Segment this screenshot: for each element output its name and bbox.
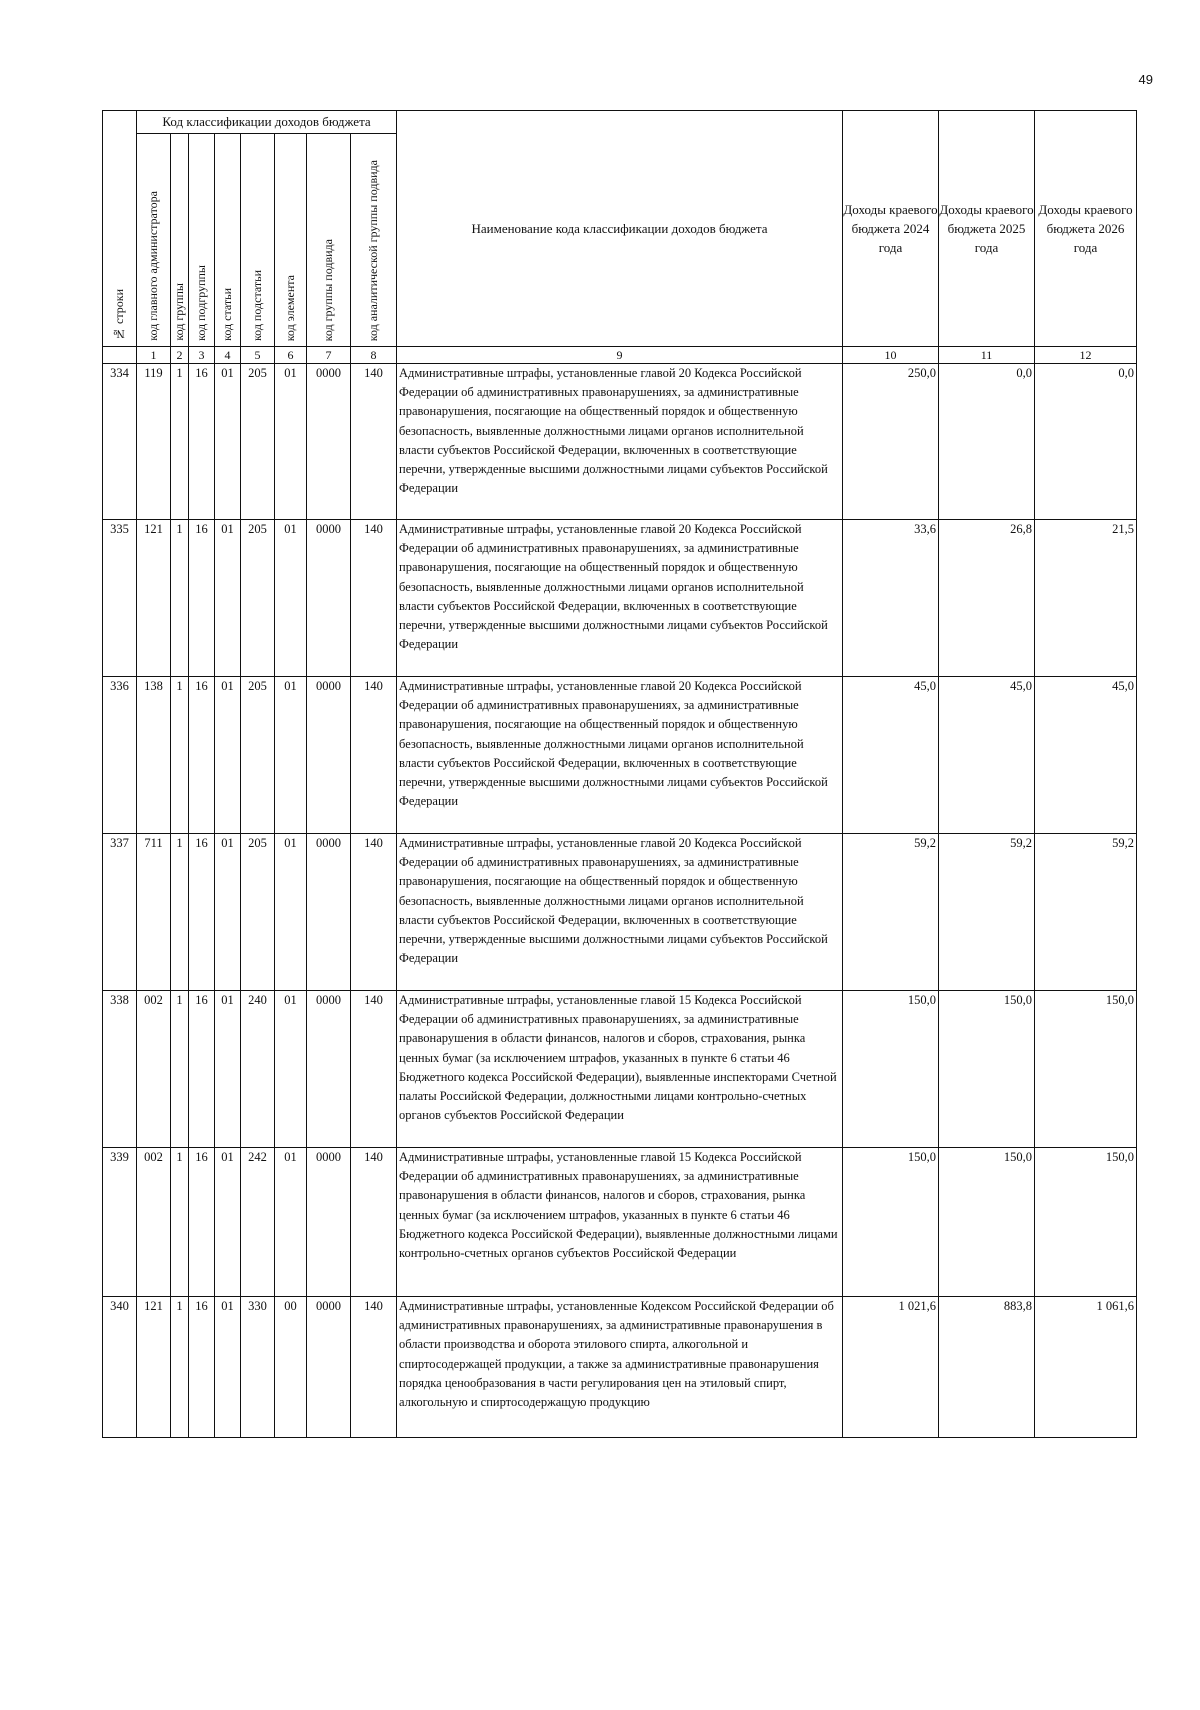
column-number [103,347,137,364]
page-number: 49 [1138,72,1153,87]
income-2024-cell: 59,2 [843,834,939,991]
subarticle-code-cell: 242 [241,1148,275,1297]
subarticle-code-cell: 205 [241,834,275,991]
header-income-2026: Доходы краевого бюджета 2026 года [1035,111,1137,347]
row-number-cell: 339 [103,1148,137,1297]
row-number-cell: 335 [103,520,137,677]
row-number-cell: 336 [103,677,137,834]
subtype-group-code-cell: 0000 [307,677,351,834]
header-income-2025: Доходы краевого бюджета 2025 года [939,111,1035,347]
income-2026-cell: 1 061,6 [1035,1297,1137,1438]
subtype-group-code-cell: 0000 [307,834,351,991]
income-2025-cell: 26,8 [939,520,1035,677]
article-code-cell: 01 [215,364,241,520]
admin-code-cell: 138 [137,677,171,834]
income-2024-cell: 33,6 [843,520,939,677]
table-row [103,677,1137,834]
subgroup-code-cell: 16 [189,364,215,520]
analytic-group-code-cell: 140 [351,677,397,834]
income-2026-cell: 150,0 [1035,1148,1137,1297]
header-analytic-group-code: код аналитической группы подвида [351,134,397,347]
group-code-cell: 1 [171,520,189,677]
revenue-name-cell: Административные штрафы, установленные главой 20 Кодекса Российской Федерации об административных правонарушениях, за административные правонарушения, посягающие на общественный порядок и общественную безопасность, выявленные должностными лицами органов исполнительной власти субъектов Российской Федерации, включенных в соответствующие перечни, утвержденные высшими должностными лицами субъектов Российской Федерации [397,834,843,991]
admin-code-cell: 119 [137,364,171,520]
header-name-column: Наименование кода классификации доходов бюджета [397,111,843,347]
subarticle-code-cell: 205 [241,677,275,834]
element-code-cell: 01 [275,1148,307,1297]
budget-revenue-table [102,110,1137,1438]
income-2024-cell: 1 021,6 [843,1297,939,1438]
revenue-name-cell: Административные штрафы, установленные главой 15 Кодекса Российской Федерации об административных правонарушениях, за административные правонарушения в области финансов, налогов и сборов, страхования, рынка ценных бумаг (за исключением штрафов, указанных в пункте 6 статьи 46 Бюджетного кодекса Российской Федерации), выявленные инспекторами Счетной палаты Российской Федерации, должностными лицами контрольно-счетных органов субъектов Российской Федерации [397,991,843,1148]
subarticle-code-cell: 240 [241,991,275,1148]
subtype-group-code-cell: 0000 [307,1297,351,1438]
column-number: 2 [171,347,189,364]
revenue-name-cell: Административные штрафы, установленные главой 15 Кодекса Российской Федерации об административных правонарушениях, за административные правонарушения в области финансов, налогов и сборов, страхования, рынка ценных бумаг (за исключением штрафов, указанных в пункте 6 статьи 46 Бюджетного кодекса Российской Федерации), выявленные должностными лицами контрольно-счетных органов субъектов Российской Федерации [397,1148,843,1297]
analytic-group-code-cell: 140 [351,1148,397,1297]
header-row-number [103,111,137,347]
analytic-group-code-cell: 140 [351,1297,397,1438]
group-code-cell: 1 [171,1148,189,1297]
header-income-2024: Доходы краевого бюджета 2024 года [843,111,939,347]
income-2024-cell: 45,0 [843,677,939,834]
income-2025-cell: 150,0 [939,991,1035,1148]
subgroup-code-cell: 16 [189,834,215,991]
table-row [103,364,1137,520]
element-code-cell: 01 [275,677,307,834]
revenue-name-cell: Административные штрафы, установленные главой 20 Кодекса Российской Федерации об административных правонарушениях, за административные правонарушения, посягающие на общественный порядок и общественную безопасность, выявленные должностными лицами органов исполнительной власти субъектов Российской Федерации, включенных в соответствующие перечни, утвержденные высшими должностными лицами субъектов Российской Федерации [397,677,843,834]
element-code-cell: 01 [275,520,307,677]
subtype-group-code-cell: 0000 [307,364,351,520]
header-row-number-label: № строки [112,289,126,341]
income-2025-cell: 59,2 [939,834,1035,991]
table-row [103,1148,1137,1297]
income-2024-cell: 150,0 [843,1148,939,1297]
column-number: 5 [241,347,275,364]
column-number: 11 [939,347,1035,364]
element-code-cell: 01 [275,991,307,1148]
header-subarticle-code: код подстатьи [241,134,275,347]
header-group-code: код группы [171,134,189,347]
subtype-group-code-cell: 0000 [307,520,351,677]
header-subgroup-code: код подгруппы [189,134,215,347]
subarticle-code-cell: 205 [241,520,275,677]
column-number: 10 [843,347,939,364]
admin-code-cell: 711 [137,834,171,991]
header-subtype-group-code: код группы подвида [307,134,351,347]
article-code-cell: 01 [215,834,241,991]
column-number: 6 [275,347,307,364]
article-code-cell: 01 [215,1297,241,1438]
element-code-cell: 01 [275,834,307,991]
table-row [103,834,1137,991]
header-code-group: Код классификации доходов бюджета [137,111,397,134]
income-2026-cell: 45,0 [1035,677,1137,834]
header-admin-code: код главного администратора [137,134,171,347]
analytic-group-code-cell: 140 [351,991,397,1148]
group-code-cell: 1 [171,834,189,991]
subgroup-code-cell: 16 [189,520,215,677]
income-2026-cell: 59,2 [1035,834,1137,991]
column-number: 4 [215,347,241,364]
element-code-cell: 00 [275,1297,307,1438]
income-2025-cell: 150,0 [939,1148,1035,1297]
subgroup-code-cell: 16 [189,677,215,834]
column-number: 7 [307,347,351,364]
row-number-cell: 338 [103,991,137,1148]
header-element-code: код элемента [275,134,307,347]
article-code-cell: 01 [215,991,241,1148]
group-code-cell: 1 [171,1297,189,1438]
subarticle-code-cell: 330 [241,1297,275,1438]
subgroup-code-cell: 16 [189,991,215,1148]
admin-code-cell: 121 [137,1297,171,1438]
row-number-cell: 340 [103,1297,137,1438]
subtype-group-code-cell: 0000 [307,1148,351,1297]
admin-code-cell: 002 [137,991,171,1148]
subarticle-code-cell: 205 [241,364,275,520]
column-number: 8 [351,347,397,364]
income-2026-cell: 0,0 [1035,364,1137,520]
column-number: 3 [189,347,215,364]
revenue-name-cell: Административные штрафы, установленные главой 20 Кодекса Российской Федерации об административных правонарушениях, за административные правонарушения, посягающие на общественный порядок и общественную безопасность, выявленные должностными лицами органов исполнительной власти субъектов Российской Федерации, включенных в соответствующие перечни, утвержденные высшими должностными лицами субъектов Российской Федерации [397,520,843,677]
table-row [103,1297,1137,1438]
group-code-cell: 1 [171,677,189,834]
revenue-name-cell: Административные штрафы, установленные Кодексом Российской Федерации об административных правонарушениях, за административные правонарушения в области производства и оборота этилового спирта, алкогольной и спиртосодержащей продукции, а также за административные правонарушения порядка ценообразования в части регулирования цен на этиловый спирт, алкогольную и спиртосодержащую продукцию [397,1297,843,1438]
article-code-cell: 01 [215,520,241,677]
column-number: 1 [137,347,171,364]
element-code-cell: 01 [275,364,307,520]
income-2025-cell: 45,0 [939,677,1035,834]
row-number-cell: 334 [103,364,137,520]
table-row [103,520,1137,677]
analytic-group-code-cell: 140 [351,364,397,520]
column-number-row [103,347,1137,364]
group-code-cell: 1 [171,364,189,520]
row-number-cell: 337 [103,834,137,991]
column-number: 12 [1035,347,1137,364]
income-2026-cell: 21,5 [1035,520,1137,677]
income-2025-cell: 0,0 [939,364,1035,520]
subtype-group-code-cell: 0000 [307,991,351,1148]
group-code-cell: 1 [171,991,189,1148]
analytic-group-code-cell: 140 [351,520,397,677]
admin-code-cell: 002 [137,1148,171,1297]
column-number: 9 [397,347,843,364]
subgroup-code-cell: 16 [189,1297,215,1438]
revenue-name-cell: Административные штрафы, установленные главой 20 Кодекса Российской Федерации об административных правонарушениях, за административные правонарушения, посягающие на общественный порядок и общественную безопасность, выявленные должностными лицами органов исполнительной власти субъектов Российской Федерации, включенных в соответствующие перечни, утвержденные высшими должностными лицами субъектов Российской Федерации [397,364,843,520]
income-2026-cell: 150,0 [1035,991,1137,1148]
table-row [103,991,1137,1148]
subgroup-code-cell: 16 [189,1148,215,1297]
income-2024-cell: 250,0 [843,364,939,520]
header-article-code: код статьи [215,134,241,347]
income-2024-cell: 150,0 [843,991,939,1148]
article-code-cell: 01 [215,1148,241,1297]
article-code-cell: 01 [215,677,241,834]
admin-code-cell: 121 [137,520,171,677]
analytic-group-code-cell: 140 [351,834,397,991]
income-2025-cell: 883,8 [939,1297,1035,1438]
